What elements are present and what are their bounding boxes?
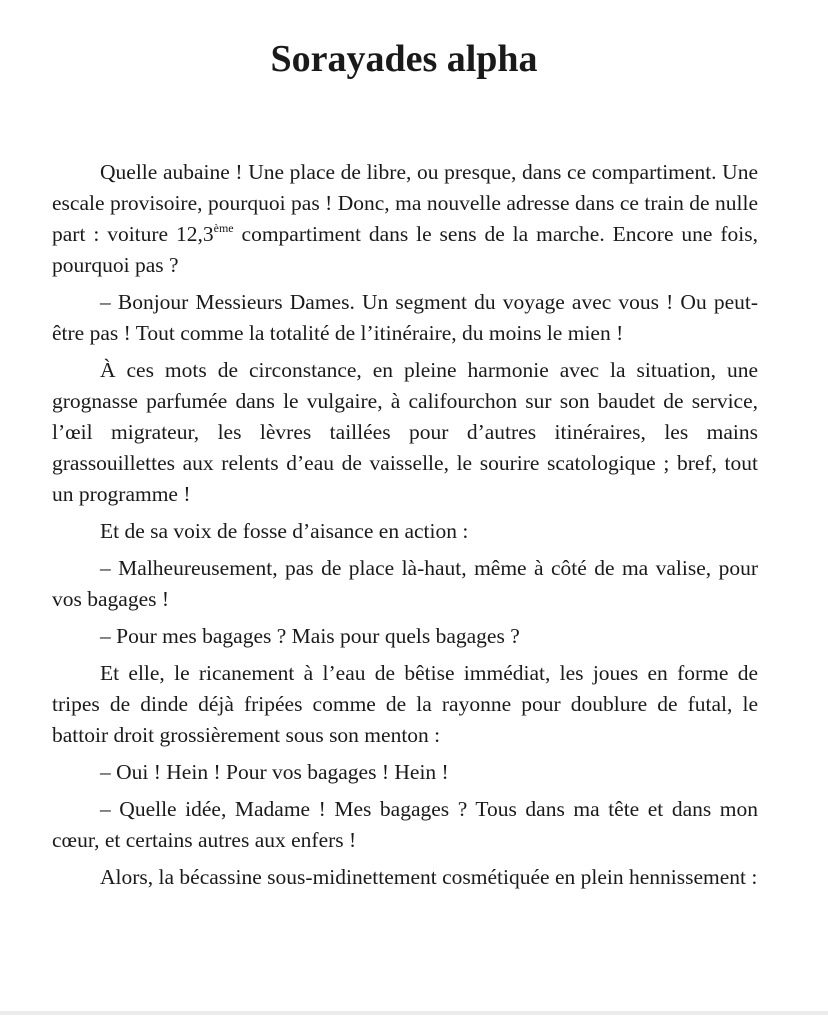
document-body — [52, 157, 758, 899]
paragraph-1-text-continued: compartiment dans le sens de la marche. Encore une fois, pourquoi pas ? — [52, 222, 758, 277]
paragraph-9: – Quelle idée, Madame ! Mes bagages ? Tous dans ma tête et dans mon cœur, et certains autres aux enfers ! — [52, 797, 758, 852]
paragraph-10: Alors, la bécassine sous-midinettement cosmétiquée en plein hennissement : — [100, 865, 758, 889]
page-title: Sorayades alpha — [270, 38, 538, 80]
page-bottom-edge — [0, 1011, 828, 1015]
paragraph-5: – Malheureusement, pas de place là-haut, même à côté de ma valise, pour vos bagages ! — [52, 556, 758, 611]
paragraph-1 — [52, 157, 758, 281]
paragraph-4: Et de sa voix de fosse d’aisance en action : — [100, 519, 469, 543]
paragraph-1-text: Quelle aubaine ! Une place de libre, ou presque, dans ce compartiment. Une escale provisoire, pourquoi pas ! Donc, ma nouvelle adresse dans ce train de nulle part : voiture 12,3 — [52, 160, 758, 246]
paragraph-6: – Pour mes bagages ? Mais pour quels bagages ? — [100, 624, 520, 648]
ordinal-superscript: ème — [213, 221, 234, 235]
paragraph-2: – Bonjour Messieurs Dames. Un segment du voyage avec vous ! Ou peut-être pas ! Tout comme la totalité de l’itinéraire, du moins le mien ! — [52, 290, 758, 345]
paragraph-3: À ces mots de circonstance, en pleine harmonie avec la situation, une grognasse parfumée dans le vulgaire, à califourchon sur son baudet de service, l’œil migrateur, les lèvres taillées pour d’autres itinéraires, les mains grassouillettes aux relents d’eau de vaisselle, le sourire scatologique ; bref, tout un programme ! — [52, 358, 758, 506]
paragraph-8: – Oui ! Hein ! Pour vos bagages ! Hein ! — [100, 760, 449, 784]
paragraph-7: Et elle, le ricanement à l’eau de bêtise immédiat, les joues en forme de tripes de dinde déjà fripées comme de la rayonne pour doublure de futal, le battoir droit grossièrement sous son menton : — [52, 661, 758, 747]
